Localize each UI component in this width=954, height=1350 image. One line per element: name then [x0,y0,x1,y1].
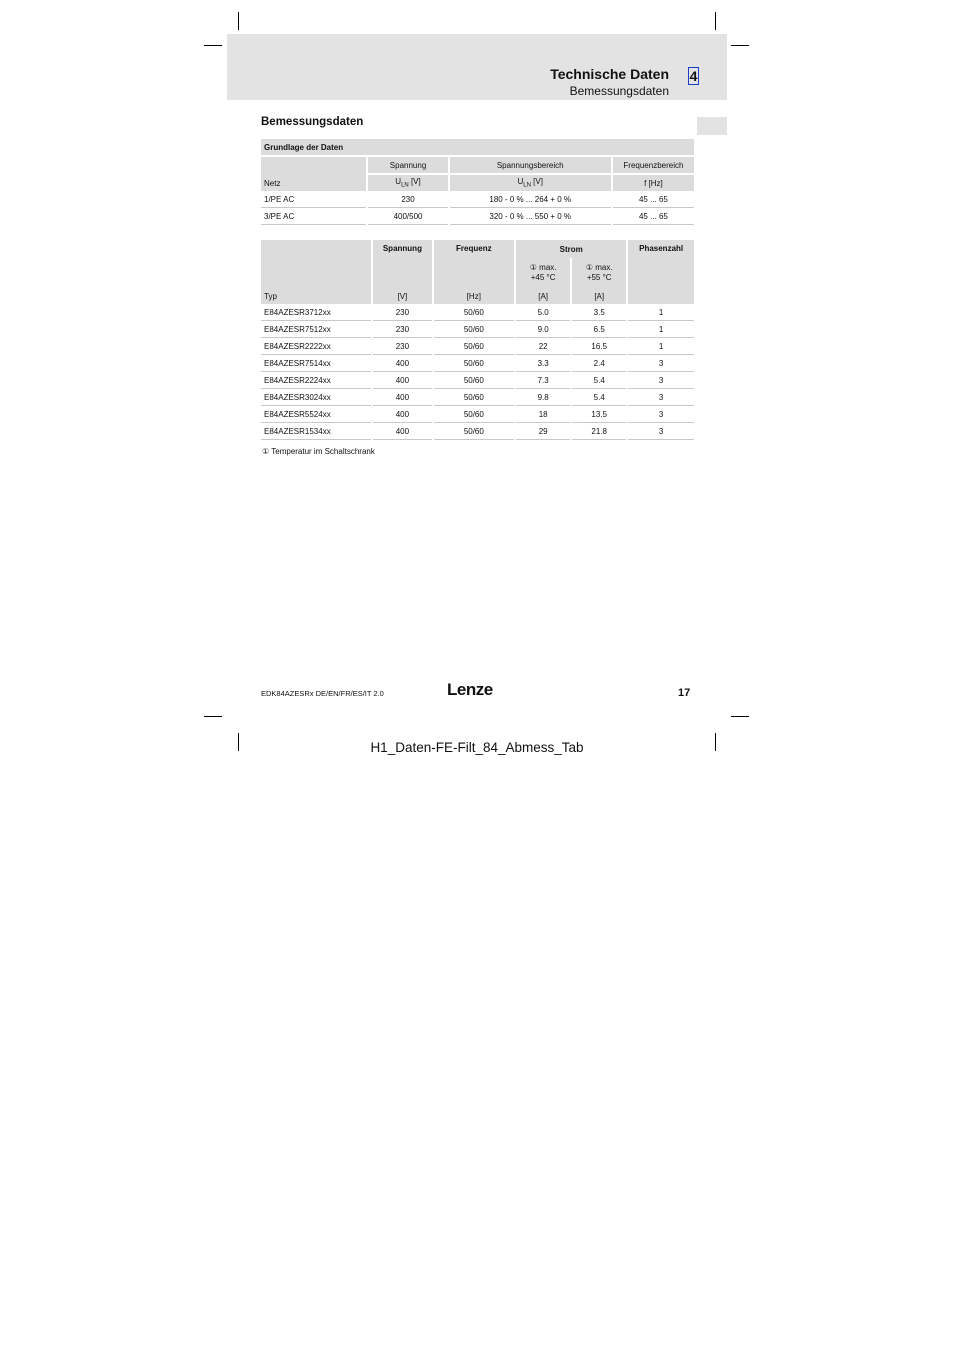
chapter-title: Technische Daten [550,66,669,82]
table-title-row [261,139,694,155]
table-unit-row [261,288,694,304]
cell-typ: E84AZESR2224xx [261,372,371,389]
crop-mark [204,45,222,46]
cell-phasen: 1 [628,304,694,321]
table-row [261,208,694,225]
unit-strom-45: [A] [516,288,570,304]
cell-typ: E84AZESR7514xx [261,355,371,372]
cell-phasen: 3 [628,355,694,372]
col-header-phasenzahl: Phasenzahl [628,240,694,288]
cell-frequenz: 50/60 [434,338,515,355]
col-header-frequenz: Frequenz [434,240,515,288]
col-header-strom-55: ① max. +55 °C [572,258,626,288]
cell-phasen: 1 [628,338,694,355]
section-title: Bemessungsdaten [261,116,364,128]
cell-bereich: 320 - 0 % ... 550 + 0 % [450,208,611,225]
brand-logo: Lenze [447,680,493,699]
cell-strom-45: 29 [516,423,570,440]
crop-mark [238,12,239,30]
cell-typ: E84AZESR3024xx [261,389,371,406]
crop-mark [731,716,749,717]
cell-phasen: 3 [628,389,694,406]
crop-mark [204,716,222,717]
cell-frequenz: 50/60 [434,321,515,338]
cell-strom-55: 5.4 [572,372,626,389]
cell-frequenz: 50/60 [434,389,515,406]
table-row [261,372,694,389]
cell-strom-55: 21.8 [572,423,626,440]
cell-frequenz: 45 ... 65 [613,191,694,208]
header-blank [261,240,371,288]
cell-strom-55: 2.4 [572,355,626,372]
chapter-number-link[interactable]: 4 [689,68,698,84]
chapter-subtitle: Bemessungsdaten [569,84,669,98]
cell-strom-45: 18 [516,406,570,423]
cell-strom-45: 22 [516,338,570,355]
cell-typ: E84AZESR2222xx [261,338,371,355]
document-id: EDK84AZESRx DE/EN/FR/ES/IT 2.0 [261,689,384,698]
table-row [261,321,694,338]
cell-strom-45: 9.0 [516,321,570,338]
cell-spannung: 400 [373,372,431,389]
cell-phasen: 3 [628,423,694,440]
cell-spannung: 400/500 [368,208,447,225]
table-row [261,389,694,406]
cell-strom-55: 13.5 [572,406,626,423]
col-header-frequenzbereich: Frequenzbereich [613,157,694,173]
cell-spannung: 230 [373,304,431,321]
cell-strom-55: 16.5 [572,338,626,355]
table-row [261,355,694,372]
cell-netz: 3/PE AC [261,208,366,225]
unit-frequenz: f [Hz] [613,175,694,191]
cell-frequenz: 50/60 [434,372,515,389]
cell-netz: 1/PE AC [261,191,366,208]
row-header-netz: Netz [261,157,366,191]
cell-typ: E84AZESR7512xx [261,321,371,338]
table-title: Grundlage der Daten [261,139,694,155]
table-row [261,423,694,440]
col-header-spannungsbereich: Spannungsbereich [450,157,611,173]
cell-typ: E84AZESR5524xx [261,406,371,423]
unit-strom-55: [A] [572,288,626,304]
cell-phasen: 1 [628,321,694,338]
table-row [261,304,694,321]
table-row [261,191,694,208]
cell-typ: E84AZESR3712xx [261,304,371,321]
cell-frequenz: 50/60 [434,355,515,372]
crop-mark [731,45,749,46]
page-number: 17 [678,687,691,699]
col-header-spannung: Spannung [368,157,447,173]
footnote: ① Temperatur im Schaltschrank [262,447,375,456]
cell-spannung: 400 [373,389,431,406]
cell-frequenz: 50/60 [434,304,515,321]
cell-strom-45: 7.3 [516,372,570,389]
file-label: H1_Daten-FE-Filt_84_Abmess_Tab [370,740,584,755]
side-tab-marker [697,117,727,135]
cell-phasen: 3 [628,406,694,423]
cell-spannung: 230 [368,191,447,208]
unit-spannung: $U_{LN}$ [V] [368,175,447,191]
cell-strom-45: 9.8 [516,389,570,406]
cell-frequenz: 50/60 [434,423,515,440]
unit-spannung: [V] [373,288,431,304]
unit-typ: Typ [261,288,371,304]
col-header-strom: Strom [516,240,626,258]
cell-strom-55: 6.5 [572,321,626,338]
cell-phasen: 3 [628,372,694,389]
cell-spannung: 230 [373,321,431,338]
table-row [261,406,694,423]
unit-spannungsbereich: $U_{LN}$ [V] [450,175,611,191]
typ-table-body [261,304,694,440]
cell-frequenz: 50/60 [434,406,515,423]
grundlage-table [259,139,696,225]
cell-strom-45: 3.3 [516,355,570,372]
cell-frequenz: 45 ... 65 [613,208,694,225]
col-header-spannung: Spannung [373,240,431,288]
cell-spannung: 400 [373,406,431,423]
table-header-row [261,240,694,258]
crop-mark [715,12,716,30]
cell-bereich: 180 - 0 % ... 264 + 0 % [450,191,611,208]
unit-phasen [628,288,694,304]
typ-table [259,240,696,440]
cell-strom-55: 5.4 [572,389,626,406]
cell-spannung: 400 [373,423,431,440]
cell-strom-45: 5.0 [516,304,570,321]
cell-strom-55: 3.5 [572,304,626,321]
table-header-row [261,157,694,173]
col-header-strom-45: ① max. +45 °C [516,258,570,288]
unit-frequenz: [Hz] [434,288,515,304]
table-row [261,338,694,355]
cell-spannung: 400 [373,355,431,372]
cell-spannung: 230 [373,338,431,355]
cell-typ: E84AZESR1534xx [261,423,371,440]
